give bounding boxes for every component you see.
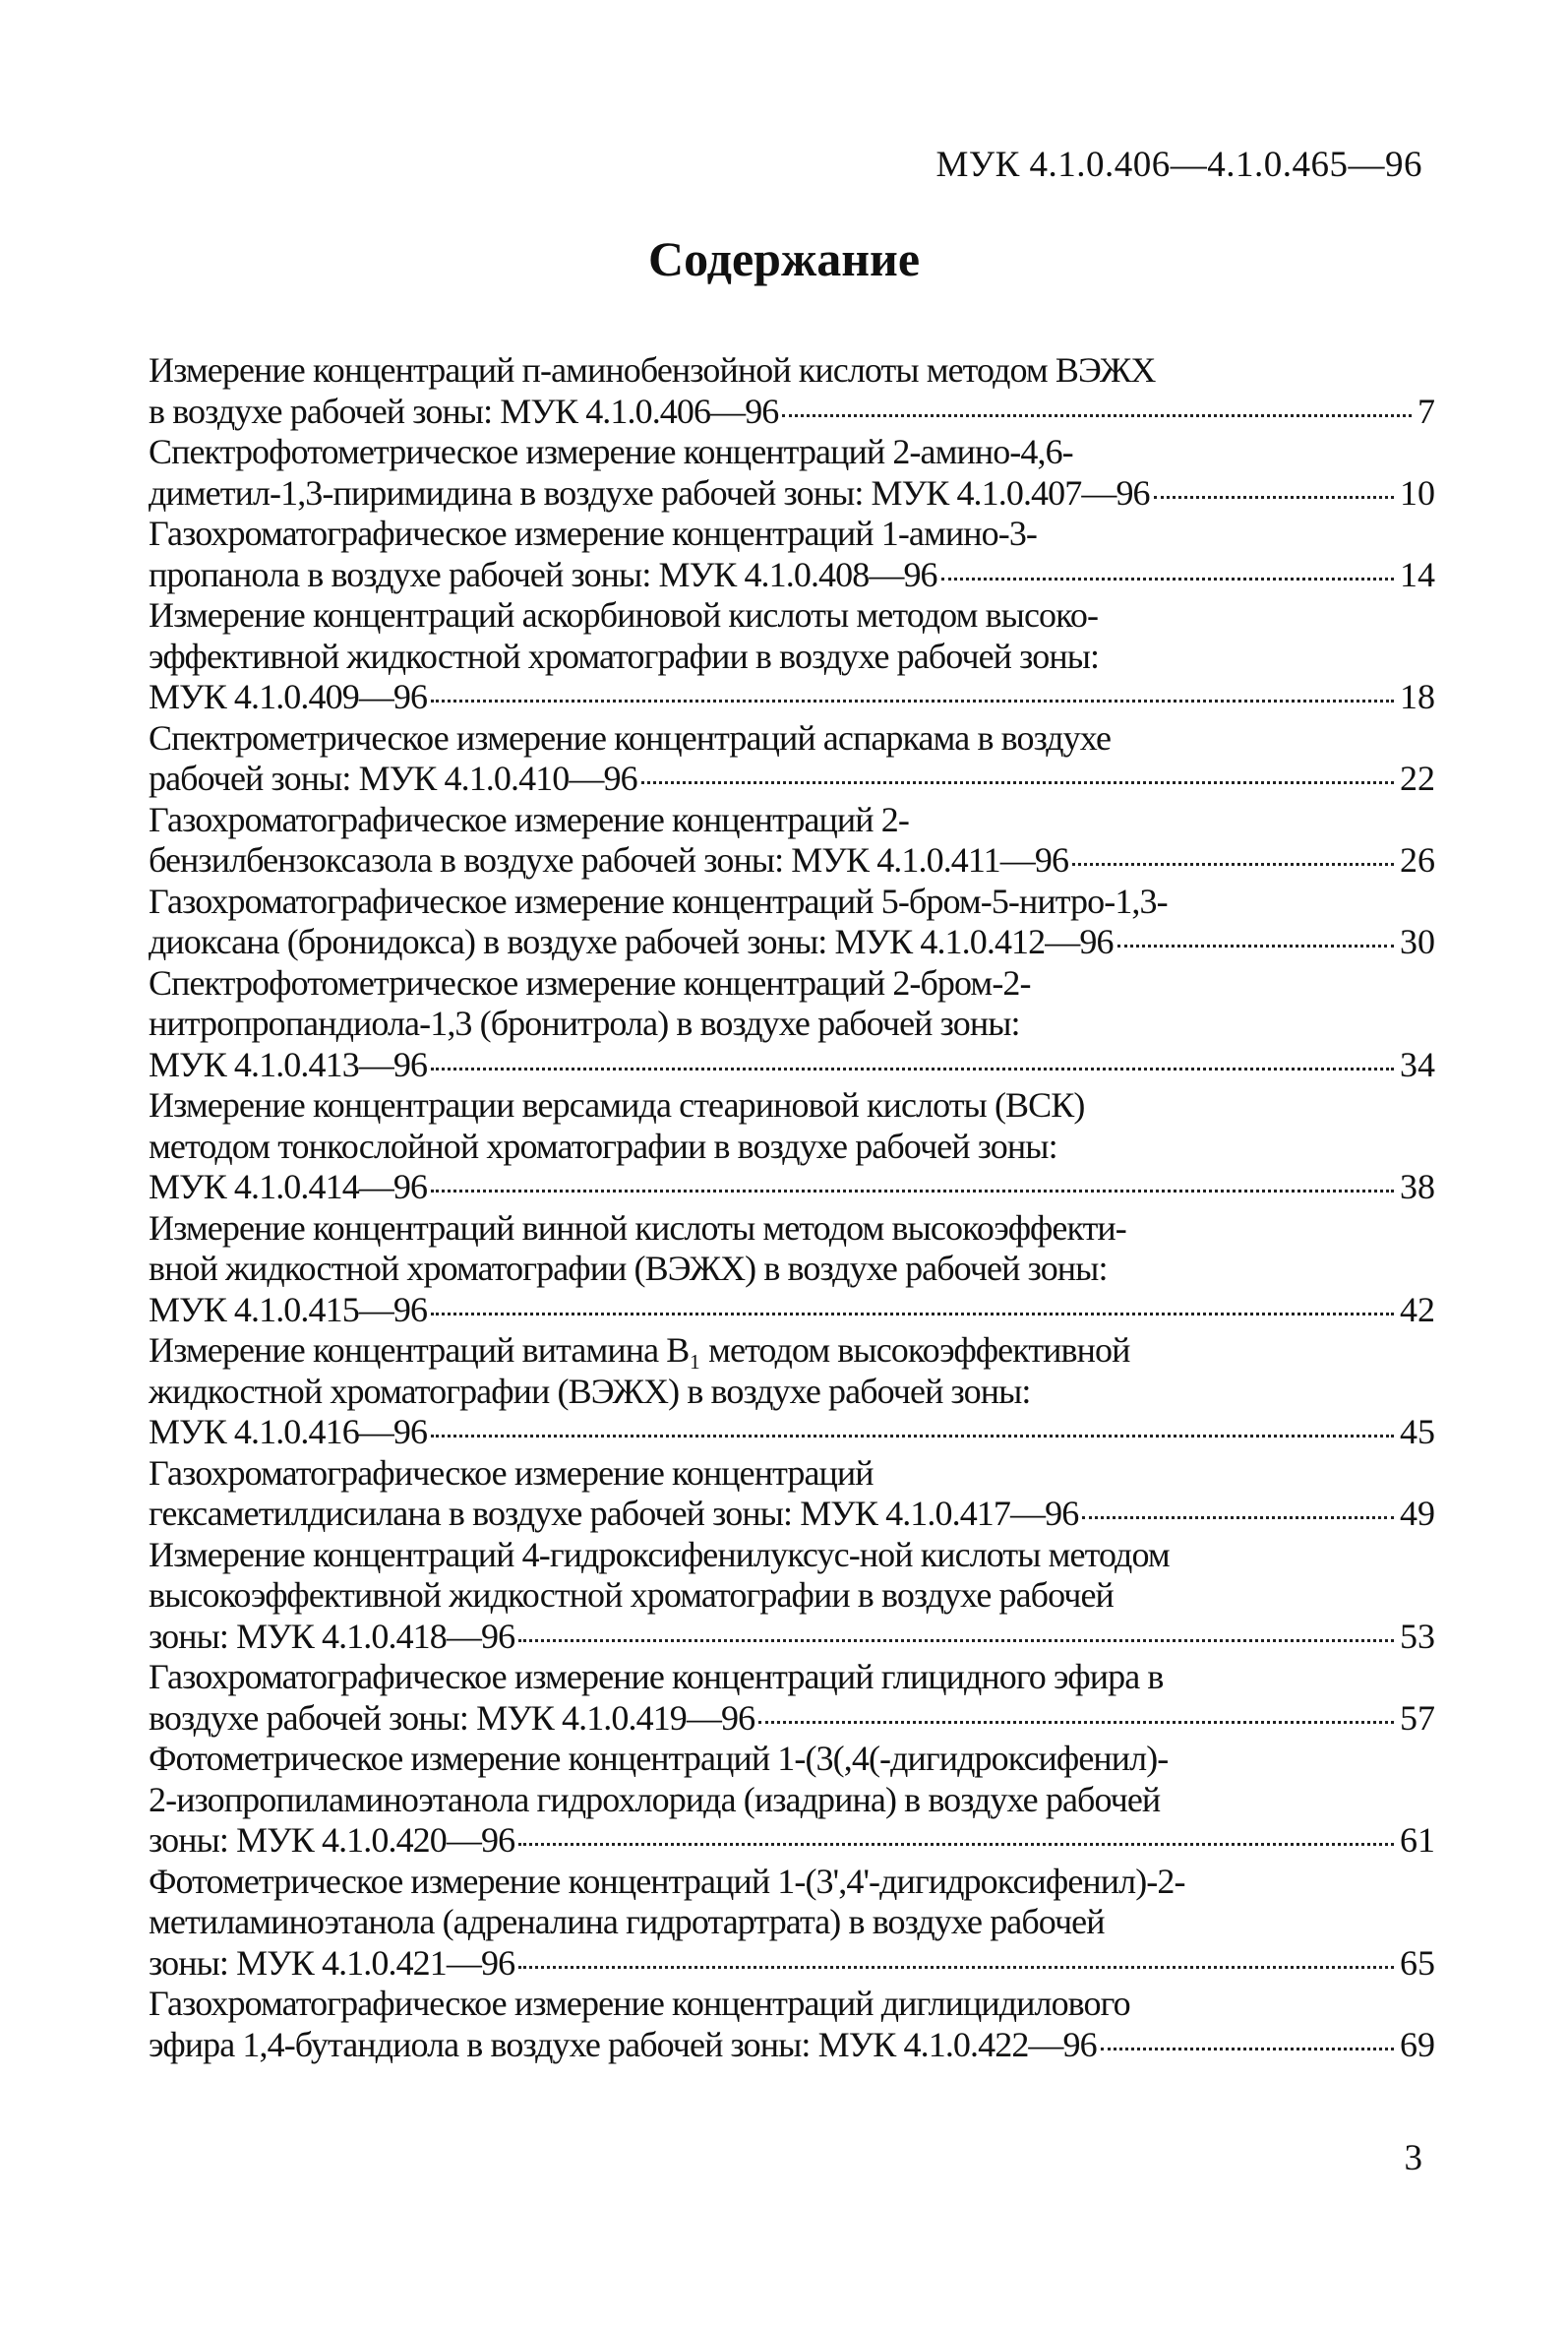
toc-entry-title-line: бензилбензоксазола в воздухе рабочей зоны: МУК 4.1.0.411—96	[149, 840, 1069, 880]
toc-entry-title-line: зоны: МУК 4.1.0.418—96	[149, 1616, 515, 1656]
toc-entry-title-line: жидкостной хроматографии (ВЭЖХ) в воздухе рабочей зоны:	[149, 1371, 1031, 1411]
dot-leader	[1072, 863, 1394, 866]
toc-entry[interactable]	[149, 1862, 1435, 1985]
toc-entry-last-line	[149, 1045, 1435, 1086]
toc-entry-title-line: Спектрометрическое измерение концентраций аспаркама в воздухе	[149, 717, 1112, 758]
toc-entry-title-line: Измерение концентрации версамида стеариновой кислоты (ВСК)	[149, 1085, 1085, 1125]
dot-leader	[641, 781, 1394, 784]
toc-entry[interactable]	[149, 718, 1435, 800]
toc-entry-title-line: Измерение концентраций аскорбиновой кислоты методом высоко-	[149, 595, 1099, 635]
toc-entry-title-line: гексаметилдисилана в воздухе рабочей зоны: МУК 4.1.0.417—96	[149, 1494, 1079, 1533]
toc-entry-title-line: Газохроматографическое измерение концентраций 5-бром-5-нитро-1,3-	[149, 881, 1168, 921]
dot-leader	[1101, 2048, 1394, 2050]
toc-entry-title-line: эффективной жидкостной хроматографии в воздухе рабочей зоны:	[149, 636, 1100, 676]
toc-entry-title-line: Газохроматографическое измерение концентраций	[149, 1452, 874, 1493]
toc-entry-title-line: диметил-1,3-пиримидина в воздухе рабочей зоны: МУК 4.1.0.407—96	[149, 472, 1150, 513]
toc-entry-last-line	[149, 1698, 1435, 1740]
toc-entry-title-line: МУК 4.1.0.413—96	[149, 1044, 428, 1084]
dot-leader	[518, 1966, 1394, 1969]
toc-page-number[interactable]: 7	[1417, 391, 1435, 431]
toc-entry[interactable]	[149, 1453, 1435, 1535]
toc-entry-title-line: МУК 4.1.0.416—96	[149, 1412, 428, 1451]
toc-entry-title-line: зоны: МУК 4.1.0.420—96	[149, 1820, 515, 1860]
toc-entry-last-line	[149, 677, 1435, 718]
toc-entry-title-line: Измерение концентраций витамина B₁ методом высокоэффективной	[149, 1330, 1130, 1370]
toc-entry-last-line	[149, 922, 1435, 963]
dot-leader	[431, 1313, 1394, 1315]
toc-page-number[interactable]: 30	[1400, 922, 1435, 961]
toc-entry[interactable]	[149, 963, 1435, 1086]
toc-entry-title-line: Газохроматографическое измерение концентраций 2-	[149, 799, 909, 839]
toc-entry-title-line: 2-изопропиламиноэтанола гидрохлорида (изадрина) в воздухе рабочей	[149, 1779, 1161, 1819]
dot-leader	[518, 1843, 1394, 1846]
toc-entry-title-line: пропанола в воздухе рабочей зоны: МУК 4.1.0.408—96	[149, 554, 937, 594]
toc-entry-title-line: Спектрофотометрическое измерение концентраций 2-бром-2-	[149, 962, 1031, 1003]
toc-entry-title-line: вной жидкостной хроматографии (ВЭЖХ) в воздухе рабочей зоны:	[149, 1249, 1108, 1288]
toc-entry-last-line	[149, 473, 1435, 515]
toc-entry-last-line	[149, 1290, 1435, 1331]
toc-entry[interactable]	[149, 350, 1435, 432]
toc-entry-title-line: нитропропандиола-1,3 (бронитрола) в воздухе рабочей зоны:	[149, 1004, 1020, 1043]
toc-entry[interactable]	[149, 514, 1435, 595]
toc-page-number[interactable]: 61	[1400, 1820, 1435, 1860]
toc-entry-last-line	[149, 759, 1435, 800]
toc-entry-title-line: МУК 4.1.0.409—96	[149, 677, 428, 716]
toc-entry[interactable]	[149, 432, 1435, 514]
toc-entry-last-line	[149, 840, 1435, 882]
toc-page-number[interactable]: 22	[1400, 759, 1435, 798]
toc-entry-title-line: Спектрофотометрическое измерение концентраций 2-амино-4,6-	[149, 432, 1073, 471]
toc-page-number[interactable]: 10	[1400, 472, 1435, 513]
toc-page-number[interactable]: 34	[1400, 1044, 1435, 1084]
toc-entry[interactable]	[149, 1208, 1435, 1331]
toc-entry-title-line: Фотометрическое измерение концентраций 1-(3(,4(-дигидроксифенил)-	[149, 1739, 1169, 1778]
page-title: Содержание	[647, 231, 921, 286]
dot-leader	[431, 700, 1394, 703]
dot-leader	[782, 414, 1412, 417]
toc-page-number[interactable]: 38	[1400, 1167, 1435, 1206]
toc-entry-last-line	[149, 2025, 1435, 2066]
table-of-contents	[149, 350, 1435, 2065]
dot-leader	[1154, 496, 1394, 499]
toc-entry-title-line: Газохроматографическое измерение концентраций 1-амино-3-	[149, 514, 1038, 553]
toc-entry-title-line: методом тонкослойной хроматографии в воздухе рабочей зоны:	[149, 1126, 1057, 1166]
toc-entry-last-line	[149, 555, 1435, 596]
toc-entry-title-line: Измерение концентраций п-аминобензойной кислоты методом ВЭЖХ	[149, 350, 1156, 390]
dot-leader	[518, 1639, 1394, 1642]
page-number: 3	[1404, 2138, 1422, 2178]
toc-entry[interactable]	[149, 1984, 1435, 2065]
toc-entry-title-line: зоны: МУК 4.1.0.421—96	[149, 1942, 515, 1983]
toc-entry-title-line: Фотометрическое измерение концентраций 1-(3',4'-дигидроксифенил)-2-	[149, 1861, 1185, 1901]
toc-entry-title-line: высокоэффективной жидкостной хроматографии в воздухе рабочей	[149, 1575, 1114, 1615]
toc-entry[interactable]	[149, 1085, 1435, 1208]
toc-entry-title-line: метиламиноэтанола (адреналина гидротартрата) в воздухе рабочей	[149, 1902, 1105, 1941]
toc-entry-title-line: Газохроматографическое измерение концентраций диглицидилового	[149, 1984, 1130, 2023]
toc-page-number[interactable]: 14	[1400, 554, 1435, 594]
toc-page-number[interactable]: 26	[1400, 840, 1435, 880]
toc-entry[interactable]	[149, 882, 1435, 963]
toc-entry-title-line: МУК 4.1.0.414—96	[149, 1167, 428, 1206]
toc-entry-title-line: МУК 4.1.0.415—96	[149, 1289, 428, 1329]
dot-leader	[1117, 945, 1394, 948]
toc-entry-last-line	[149, 1412, 1435, 1453]
toc-entry-last-line	[149, 392, 1435, 433]
running-header: МУК 4.1.0.406—4.1.0.465—96	[935, 145, 1422, 185]
toc-entry-last-line	[149, 1820, 1435, 1862]
toc-entry-title-line: воздухе рабочей зоны: МУК 4.1.0.419—96	[149, 1697, 755, 1738]
toc-entry-title-line: эфира 1,4-бутандиола в воздухе рабочей зоны: МУК 4.1.0.422—96	[149, 2024, 1097, 2064]
toc-entry-last-line	[149, 1167, 1435, 1208]
dot-leader	[941, 578, 1394, 581]
toc-entry[interactable]	[149, 800, 1435, 882]
dot-leader	[431, 1068, 1394, 1071]
dot-leader	[758, 1721, 1394, 1724]
toc-page-number[interactable]: 53	[1400, 1616, 1435, 1656]
toc-page-number[interactable]: 57	[1400, 1697, 1435, 1738]
toc-entry[interactable]	[149, 1739, 1435, 1862]
dot-leader	[431, 1435, 1394, 1438]
toc-entry-title-line: диоксана (бронидокса) в воздухе рабочей зоны: МУК 4.1.0.412—96	[149, 922, 1114, 961]
toc-page-number[interactable]: 49	[1400, 1494, 1435, 1533]
toc-page-number[interactable]: 18	[1400, 677, 1435, 716]
toc-page-number[interactable]: 69	[1400, 2024, 1435, 2064]
toc-entry-title-line: Газохроматографическое измерение концентраций глицидного эфира в	[149, 1657, 1164, 1696]
toc-entry[interactable]	[149, 595, 1435, 718]
toc-entry-title-line: Измерение концентраций винной кислоты методом высокоэффекти-	[149, 1207, 1126, 1248]
toc-page-number[interactable]: 65	[1400, 1942, 1435, 1983]
toc-page-number[interactable]: 42	[1400, 1289, 1435, 1329]
toc-entry[interactable]	[149, 1330, 1435, 1453]
toc-entry-title-line: Измерение концентраций 4-гидроксифенилуксус-ной кислоты методом	[149, 1534, 1170, 1574]
toc-entry-title-line: рабочей зоны: МУК 4.1.0.410—96	[149, 759, 637, 798]
toc-page-number[interactable]: 45	[1400, 1412, 1435, 1451]
dot-leader	[1082, 1516, 1394, 1519]
toc-entry-title-line: в воздухе рабочей зоны: МУК 4.1.0.406—96	[149, 391, 779, 431]
toc-entry[interactable]	[149, 1535, 1435, 1658]
dot-leader	[431, 1190, 1394, 1193]
toc-entry[interactable]	[149, 1657, 1435, 1739]
toc-entry-last-line	[149, 1494, 1435, 1535]
toc-entry-last-line	[149, 1943, 1435, 1985]
toc-entry-last-line	[149, 1617, 1435, 1658]
